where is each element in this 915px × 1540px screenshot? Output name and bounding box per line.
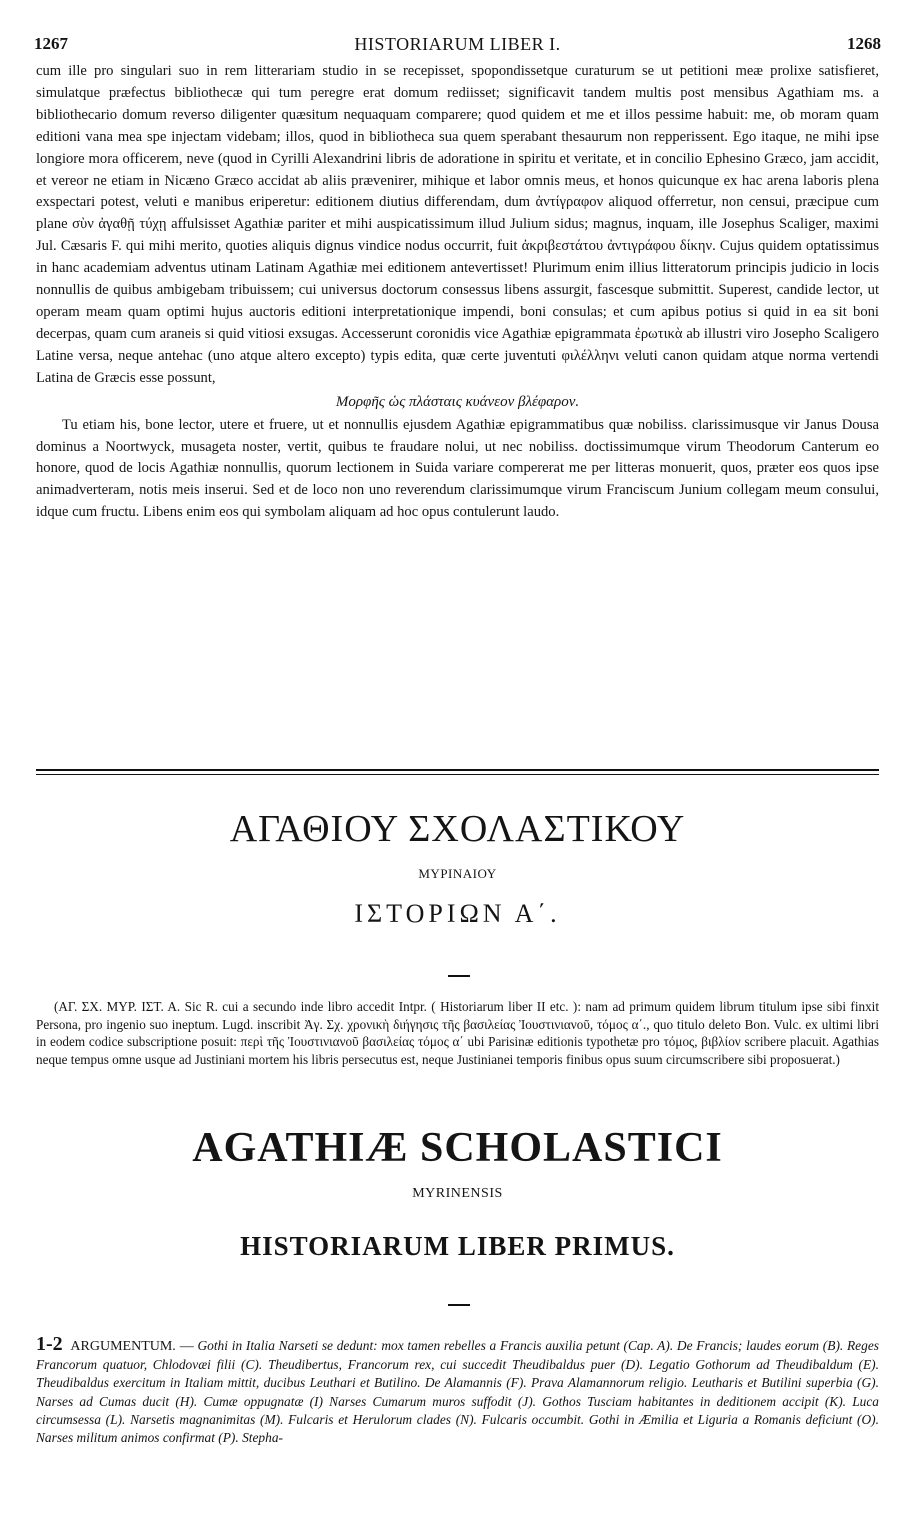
running-head <box>34 34 881 56</box>
argument-heading: ARGUMENTUM. — <box>70 1339 194 1354</box>
editorial-note <box>36 998 879 1068</box>
greek-subtitle: ΜΥΡΙΝΑΙΟΥ <box>418 866 497 881</box>
column-number-left: 1267 <box>34 34 68 53</box>
greek-book-title: ΙΣΤΟΡΙΩΝ Α΄. <box>354 899 561 928</box>
argument-block <box>36 1335 879 1447</box>
section-rule <box>36 774 879 775</box>
preface-paragraph: cum ille pro singulari suo in rem litterariam studio in se recepisset, spopondissetque curaturum se ut petitioni meæ prolixe satisfieret, simulatque præfectus bibliothecæ qui tum peregre erat domum rediisset; significavit tandem multis post mensibus Agathiam ms. a bibliothecario domum reverso diligenter quæsitum nequaquam comparere; quod quidem et me et illos pessime habuit: me, ob moram quam editioni vana mea spe injectam videbam; illos, quod in bibliotheca sua quem sperabant thesaurum non repperissent. Ego itaque, ne mihi ipse longiore mora officerem, neve (quod in Cyrilli Alexandrini libris de adoratione in spiritu et veritate, et in concilio Ephesino Græco, jam accidit, et vereor ne etiam in Nicæno Græco accidat ab aliis prævenirer, mihique et labor omnis meus, et honos quicunque ex hac arena laboris plena exspectari potest, veluti e manibus eriperetur: editionem diutius differendam, dum ἀντίγραφον aliquod offerretur, non censui, præcipue cum plane σὺν ἀγαθῇ τύχῃ affulsisset Agathiæ pariter et mihi auspicatissimum illud Julium sidus; magnus, inquam, ille Josephus Scaliger, maximi Jul. Cæsaris F. qui mihi merito, quoties aliquis dignus vindice nodus occurrit, fuit ἀκριβεστάτου ἀντιγράφου δίκην. Cujus quidem optatissimus in hanc academiam adventus utinam Latinam Agathiæ mei editionem antevertisset! Plurimum enim illius litteratorum principis judicio in locis nonnullis de quibus ambigebam tribuissem; cui universus doctorum consessus libens assurgit, fascesque submittit. Superest, candide lector, ut operam meam quam optimi hujus auctoris editioni interpretationique impendi, boni consulas; et cum apibus potius si quid in ea sit boni decerpas, quam cum araneis si quid vitiosi exsugas. Accesserunt coronidis vice Agathiæ epigrammata ἐρωτικὰ ab illustri viro Josepho Scaligero Latine versa, neque antehac (uno atque altero excepto) typis edita, quæ certe juventuti φιλέλληνι veluti canon quidam atque norma vertendi Latina de Græcis esse possunt, <box>36 63 879 386</box>
latin-title: AGATHIÆ SCHOLASTICI <box>192 1125 723 1171</box>
argument-text: Gothi in Italia Narseti se dedunt: mox tamen rebelles a Francis auxilia petunt (Cap. A). De Francis; laudes eorum (B). Reges Francorum quatuor, Chlodovæi filii (C). Theudibertus, Francorum rex, cui succedit Theudibaldus puer (D). Legatio Gothorum ad Theudibaldum (E). Theudibaldus exercitum in Italiam mittit, ducibus Leuthari et Butilino. De Alamannis (F). Prava Alamannorum religio. Leutharis et Butilini superbia (G). Narses ad Cumas ducit (H). Cumæ oppugnatæ (I) Narses Cumarum muros suffodit (J). Gothos Tusciam habitantes in deditionem accipit (K). Luca circumsessa (L). Narsetis magnanimitas (M). Fulcaris et Herulorum clades (N). Fulcaris occumbit. Gothi in Æmilia et Liguria a Romanis deficiunt (O). Narses militum animos confirmat (P). Stepha- <box>36 1338 879 1446</box>
preface-text <box>36 61 879 524</box>
running-title: HISTORIARUM LIBER I. <box>354 34 561 54</box>
latin-book-title: HISTORIARUM LIBER PRIMUS. <box>240 1231 675 1261</box>
greek-verse: Μορφῆς ὡς πλάσταις κυάνεον βλέφαρον. <box>335 393 580 410</box>
column-range: 1-2 <box>36 1333 63 1355</box>
latin-subtitle: MYRINENSIS <box>412 1186 503 1201</box>
note-text: (ΑΓ. ΣΧ. ΜΥΡ. ΙΣΤ. Α. Sic R. cui a secundo inde libro accedit Intpr. ( Historiarum liber II etc. ): nam ad primum quidem librum titulum ipse sibi finxit Persona, pro ingenio suo ineptum. Lugd. inscribit Ἀγ. Σχ. χρονικὴ διήγησις τῆς βασιλείας Ἰουστινιανοῦ, τόμος α΄., quo titulo deleto Bon. Vulc. ex ultimi libri in eodem codice subscriptione posuit: περὶ τῆς Ἰουστινιανοῦ βασιλείας τόμος α΄ ubi Parisinæ editionis typothetæ pro τόμος, βιβλίον scribere placuit. Agathias neque tempus omne usque ad Justiniani mortem his libris persecutus est, neque Justinianei temporis finibus opus suum circumscribere sibi proposuerat.) <box>36 999 879 1067</box>
greek-title: ΑΓΑΘΙΟΥ ΣΧΟΛΑΣΤΙΚΟΥ <box>229 808 686 850</box>
title-dash <box>448 975 470 977</box>
title-dash <box>448 1304 470 1306</box>
column-number-right: 1268 <box>847 34 881 53</box>
section-rule <box>36 769 879 771</box>
preface-paragraph: Tu etiam his, bone lector, utere et fruere, ut et nonnullis ejusdem Agathiæ epigrammatibus quæ nobiliss. clarissimusque vir Janus Dousa dominus a Noortwyck, musageta noster, vertit, quibus te fraudare nolui, ut nec nobiliss. doctissimumque virum Theodorum Canterum eo honore, quod de locis Agathiæ nonnullis, quorum lectionem in Suida variare compererat me per litteras monuerit, quos, præter eos quos ipse animadverteram, notis meis inserui. Sed et de loco non uno reverendum clarissimumque virum Franciscum Junium collegam meum consului, idque cum fructu. Libens enim eos qui symbolam aliquam ad hoc opus contulerunt laudo. <box>36 416 879 521</box>
argument-paragraph <box>36 1335 879 1447</box>
